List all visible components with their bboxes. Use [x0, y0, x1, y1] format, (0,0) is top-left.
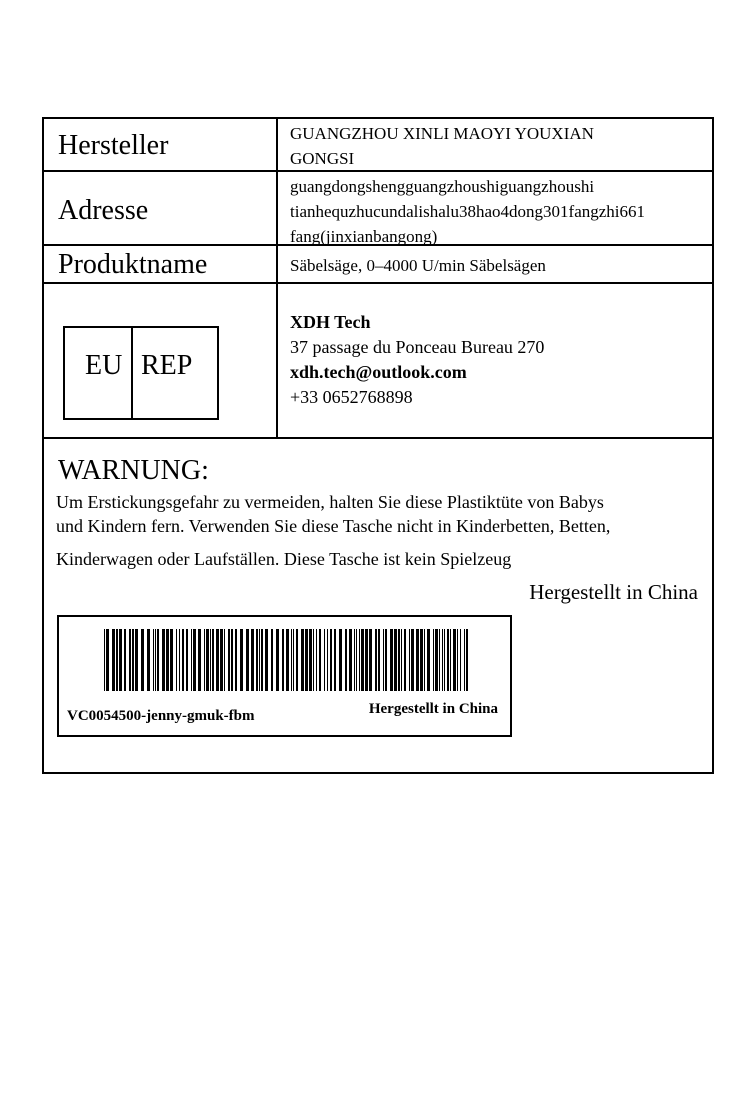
barcode-bar	[231, 629, 233, 691]
eu-rep-row	[44, 284, 712, 439]
barcode-bar	[427, 629, 430, 691]
barcode-bar	[106, 629, 109, 691]
barcode-bar	[182, 629, 184, 691]
eu-rep-symbol-left	[65, 328, 133, 418]
barcode-bar	[390, 629, 393, 691]
barcode-bar	[282, 629, 284, 691]
barcode-bar	[420, 629, 423, 691]
barcode-bar	[466, 629, 468, 691]
eu-rep-street: 37 passage du Ponceau Bureau 270	[290, 337, 545, 357]
barcode-bar	[383, 629, 384, 691]
barcode-bar	[265, 629, 268, 691]
barcode-bar	[271, 629, 273, 691]
manufacturer-value-cell	[278, 119, 712, 170]
barcode-bar	[327, 629, 328, 691]
eu-rep-rep-text: REP	[141, 350, 193, 381]
warning-line2: und Kindern fern. Verwenden Sie diese Tasche nicht in Kinderbetten, Betten,	[56, 516, 611, 536]
barcode-bar	[235, 629, 237, 691]
barcode-bar	[141, 629, 144, 691]
barcode-bar	[104, 629, 105, 691]
barcode-bar	[442, 629, 443, 691]
barcode-bar	[411, 629, 414, 691]
barcode-bar	[157, 629, 159, 691]
barcode-bar	[450, 629, 451, 691]
barcode-bar	[261, 629, 263, 691]
barcode-bar	[153, 629, 154, 691]
barcode-bar	[176, 629, 177, 691]
barcode-bar	[401, 629, 402, 691]
barcode-bar	[170, 629, 173, 691]
barcode-bar	[116, 629, 118, 691]
barcode-bar	[251, 629, 254, 691]
address-label: Adresse	[58, 195, 149, 226]
manufacturer-name-line1: GUANGZHOU XINLI MAOYI YOUXIAN	[290, 124, 594, 143]
barcode-bar	[212, 629, 214, 691]
barcode-made-in: Hergestellt in China	[368, 701, 498, 717]
eu-rep-contact-cell	[278, 284, 712, 437]
barcode-bar	[334, 629, 336, 691]
barcode-bar	[356, 629, 357, 691]
barcode-bar	[404, 629, 406, 691]
manufacturer-row	[44, 119, 712, 172]
barcode-bar	[354, 629, 355, 691]
barcode-bar	[204, 629, 205, 691]
barcode-bar	[147, 629, 150, 691]
barcode-bar	[259, 629, 260, 691]
barcode-bar	[319, 629, 321, 691]
barcode-bar	[206, 629, 209, 691]
address-line1: guangdongshengguangzhoushiguangzhoushi	[290, 177, 595, 196]
barcode-bar	[398, 629, 400, 691]
barcode-bar	[301, 629, 304, 691]
made-in-china: Hergestellt in China	[529, 580, 698, 604]
barcode-code: VC0054500-jenny-gmuk-fbm	[67, 708, 255, 724]
barcode-bar	[416, 629, 419, 691]
manufacturer-name-line2: GONGSI	[290, 149, 355, 168]
eu-rep-email: xdh.tech@outlook.com	[290, 362, 467, 382]
barcode-bar	[286, 629, 289, 691]
barcode-bar	[339, 629, 342, 691]
barcode-bar	[359, 629, 360, 691]
barcode-bar	[119, 629, 122, 691]
barcode-bar	[240, 629, 243, 691]
barcode-bar	[216, 629, 219, 691]
manufacturer-label-cell	[44, 119, 278, 170]
barcode-bar	[453, 629, 456, 691]
barcode-bar	[228, 629, 230, 691]
barcode-bar	[210, 629, 211, 691]
barcode-bar	[433, 629, 434, 691]
barcode-box	[57, 615, 512, 737]
barcode-bar	[305, 629, 308, 691]
barcode-bar	[276, 629, 279, 691]
product-row	[44, 246, 712, 284]
warning-line1: Um Erstickungsgefahr zu vermeiden, halten Sie diese Plastiktüte von Babys	[56, 492, 604, 512]
barcode-bar	[224, 629, 225, 691]
barcode-bars	[104, 629, 468, 691]
address-value-cell	[278, 172, 712, 244]
warning-line3: Kinderwagen oder Laufställen. Diese Tasche ist kein Spielzeug	[56, 549, 512, 569]
barcode-bar	[193, 629, 196, 691]
address-line2: tianhequzhucundalishalu38hao4dong301fangzhi661	[290, 202, 646, 221]
eu-rep-phone: +33 0652768898	[290, 387, 413, 407]
barcode-bar	[309, 629, 312, 691]
eu-rep-eu-text: EU	[85, 350, 123, 381]
barcode-bar	[361, 629, 364, 691]
eu-rep-contact	[290, 310, 544, 410]
product-label	[42, 117, 714, 774]
product-label-text: Produktname	[58, 249, 208, 280]
manufacturer-label: Hersteller	[58, 130, 169, 161]
eu-rep-company: XDH Tech	[290, 312, 371, 332]
barcode-bar	[375, 629, 377, 691]
barcode-bar	[313, 629, 314, 691]
barcode-bar	[132, 629, 134, 691]
barcode-bar	[330, 629, 332, 691]
barcode-bar	[435, 629, 438, 691]
barcode-bar	[296, 629, 298, 691]
eu-rep-symbol-cell	[44, 284, 278, 437]
barcode-bar	[365, 629, 368, 691]
barcode-bar	[460, 629, 461, 691]
barcode-bar	[198, 629, 201, 691]
address-label-cell	[44, 172, 278, 244]
barcode-bar	[112, 629, 115, 691]
barcode-bar	[369, 629, 372, 691]
barcode-bar	[162, 629, 165, 691]
barcode-bar	[155, 629, 156, 691]
barcode-bar	[124, 629, 126, 691]
barcode-bar	[293, 629, 294, 691]
barcode-bar	[439, 629, 440, 691]
barcode-bar	[385, 629, 387, 691]
product-label-cell	[44, 246, 278, 282]
barcode-bar	[444, 629, 445, 691]
barcode-bar	[186, 629, 188, 691]
warning-title: WARNUNG:	[58, 455, 209, 486]
product-value-cell	[278, 246, 712, 282]
barcode-bar	[246, 629, 249, 691]
barcode-bar	[424, 629, 425, 691]
eu-rep-symbol	[63, 326, 219, 420]
barcode-bar	[457, 629, 458, 691]
barcode-bar	[191, 629, 192, 691]
barcode-bar	[179, 629, 180, 691]
product-name: Säbelsäge, 0–4000 U/min Säbelsägen	[290, 256, 546, 275]
barcode-bar	[291, 629, 292, 691]
address-line3: fang(jinxianbangong)	[290, 227, 438, 246]
barcode-bar	[324, 629, 325, 691]
barcode-bar	[256, 629, 258, 691]
barcode-bar	[129, 629, 131, 691]
barcode-bar	[345, 629, 347, 691]
barcode-bar	[378, 629, 380, 691]
barcode-bar	[464, 629, 465, 691]
barcode-bar	[394, 629, 397, 691]
barcode-bar	[220, 629, 223, 691]
barcode-bar	[447, 629, 449, 691]
barcode-bar	[316, 629, 317, 691]
barcode-bar	[349, 629, 352, 691]
address-row	[44, 172, 712, 246]
barcode-bar	[135, 629, 138, 691]
barcode-bar	[409, 629, 410, 691]
barcode-bar	[166, 629, 169, 691]
